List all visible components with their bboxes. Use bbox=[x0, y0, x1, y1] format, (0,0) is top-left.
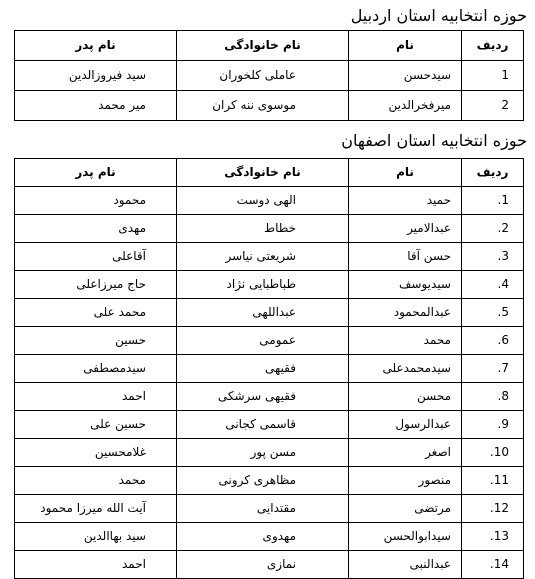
cell-first-name: حمید bbox=[349, 187, 462, 215]
table-row bbox=[15, 411, 524, 439]
cell-father-name: احمد bbox=[15, 551, 177, 579]
table-header-row bbox=[15, 159, 524, 187]
cell-father-name: حسین علی bbox=[15, 411, 177, 439]
cell-row-number: 2 bbox=[462, 91, 524, 121]
cell-father-name: سیدمصطفی bbox=[15, 355, 177, 383]
column-header-first-name: نام bbox=[349, 159, 462, 187]
section-title-ardabil: حوزه انتخابیه استان اردبیل bbox=[350, 6, 527, 25]
cell-first-name: حسن آقا bbox=[349, 243, 462, 271]
cell-row-number: 1 bbox=[462, 61, 524, 91]
cell-first-name: عبدالرسول bbox=[349, 411, 462, 439]
cell-father-name: حاج میرزاعلی bbox=[15, 271, 177, 299]
column-header-first-name: نام bbox=[349, 31, 462, 61]
cell-first-name: منصور bbox=[349, 467, 462, 495]
cell-father-name: مهدی bbox=[15, 215, 177, 243]
table-row bbox=[15, 91, 524, 121]
column-header-row-number: ردیف bbox=[462, 31, 524, 61]
cell-father-name: سید فیروزالدین bbox=[15, 61, 177, 91]
cell-first-name: سیدیوسف bbox=[349, 271, 462, 299]
cell-family-name: عبداللهی bbox=[177, 299, 349, 327]
cell-row-number: 6. bbox=[462, 327, 524, 355]
cell-row-number: 9. bbox=[462, 411, 524, 439]
table-row bbox=[15, 523, 524, 551]
table-row bbox=[15, 61, 524, 91]
esfahan-table bbox=[14, 158, 524, 579]
table-row bbox=[15, 355, 524, 383]
table-row bbox=[15, 215, 524, 243]
cell-family-name: عمومی bbox=[177, 327, 349, 355]
cell-first-name: میرفخرالدین bbox=[349, 91, 462, 121]
cell-row-number: 5. bbox=[462, 299, 524, 327]
cell-first-name: سیدمحمدعلی bbox=[349, 355, 462, 383]
cell-first-name: اصغر bbox=[349, 439, 462, 467]
cell-family-name: فقیهی bbox=[177, 355, 349, 383]
cell-first-name: عبدالامیر bbox=[349, 215, 462, 243]
cell-row-number: 3. bbox=[462, 243, 524, 271]
cell-row-number: 14. bbox=[462, 551, 524, 579]
cell-father-name: محمد bbox=[15, 467, 177, 495]
cell-row-number: 12. bbox=[462, 495, 524, 523]
ardabil-table bbox=[14, 30, 524, 121]
cell-row-number: 10. bbox=[462, 439, 524, 467]
cell-row-number: 7. bbox=[462, 355, 524, 383]
column-header-family-name: نام خانوادگی bbox=[177, 31, 349, 61]
table-row bbox=[15, 467, 524, 495]
cell-row-number: 8. bbox=[462, 383, 524, 411]
cell-family-name: مسن پور bbox=[177, 439, 349, 467]
table-row bbox=[15, 271, 524, 299]
table-row bbox=[15, 439, 524, 467]
cell-father-name: سید بهاالدین bbox=[15, 523, 177, 551]
cell-father-name: محمد علی bbox=[15, 299, 177, 327]
cell-first-name: محمد bbox=[349, 327, 462, 355]
column-header-father-name: نام پدر bbox=[15, 31, 177, 61]
cell-father-name: غلامحسین bbox=[15, 439, 177, 467]
cell-first-name: عبدالنبی bbox=[349, 551, 462, 579]
table-row bbox=[15, 187, 524, 215]
cell-row-number: 4. bbox=[462, 271, 524, 299]
column-header-family-name: نام خانوادگی bbox=[177, 159, 349, 187]
table-row bbox=[15, 551, 524, 579]
cell-father-name: آیت الله میرزا محمود bbox=[15, 495, 177, 523]
cell-father-name: احمد bbox=[15, 383, 177, 411]
cell-family-name: خطاط bbox=[177, 215, 349, 243]
table-header-row bbox=[15, 31, 524, 61]
table-row bbox=[15, 495, 524, 523]
column-header-row-number: ردیف bbox=[462, 159, 524, 187]
cell-row-number: 11. bbox=[462, 467, 524, 495]
cell-father-name: محمود bbox=[15, 187, 177, 215]
cell-family-name: الهی دوست bbox=[177, 187, 349, 215]
cell-family-name: مظاهری کرونی bbox=[177, 467, 349, 495]
table-row bbox=[15, 383, 524, 411]
cell-row-number: 13. bbox=[462, 523, 524, 551]
cell-row-number: 2. bbox=[462, 215, 524, 243]
cell-row-number: 1. bbox=[462, 187, 524, 215]
cell-family-name: عاملی کلخوران bbox=[177, 61, 349, 91]
cell-family-name: موسوی ننه کران bbox=[177, 91, 349, 121]
cell-first-name: سیدحسن bbox=[349, 61, 462, 91]
section-title-esfahan: حوزه انتخابیه استان اصفهان bbox=[341, 131, 527, 150]
cell-family-name: فقیهی سرشکی bbox=[177, 383, 349, 411]
cell-family-name: شریعتی نیاسر bbox=[177, 243, 349, 271]
cell-family-name: قاسمی کجانی bbox=[177, 411, 349, 439]
cell-father-name: آقاعلی bbox=[15, 243, 177, 271]
cell-first-name: مرتضی bbox=[349, 495, 462, 523]
table-row bbox=[15, 327, 524, 355]
cell-family-name: مهدوی bbox=[177, 523, 349, 551]
table-row bbox=[15, 243, 524, 271]
column-header-father-name: نام پدر bbox=[15, 159, 177, 187]
cell-family-name: نمازی bbox=[177, 551, 349, 579]
cell-first-name: محسن bbox=[349, 383, 462, 411]
cell-father-name: میر محمد bbox=[15, 91, 177, 121]
cell-first-name: سیدابوالحسن bbox=[349, 523, 462, 551]
cell-family-name: طباطبایی نژاد bbox=[177, 271, 349, 299]
cell-father-name: حسین bbox=[15, 327, 177, 355]
cell-first-name: عبدالمحمود bbox=[349, 299, 462, 327]
table-row bbox=[15, 299, 524, 327]
cell-family-name: مقتدایی bbox=[177, 495, 349, 523]
